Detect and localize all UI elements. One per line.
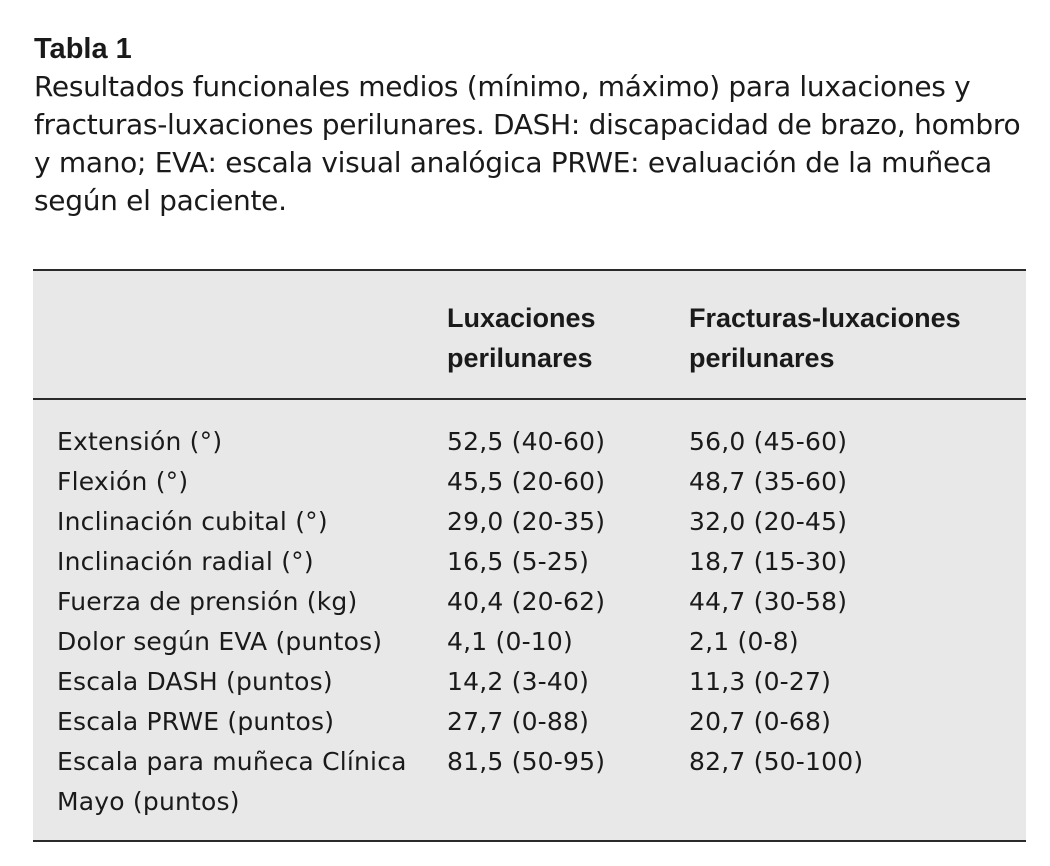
fracturas-value: 82,7 (50-100): [689, 747, 864, 776]
column-header-luxaciones: Luxaciones perilunares: [447, 303, 596, 373]
luxaciones-value: 4,1 (0-10): [447, 627, 573, 656]
luxaciones-value: 45,5 (20-60): [447, 467, 606, 496]
table-row: [33, 622, 1026, 662]
fracturas-value: 56,0 (45-60): [689, 427, 848, 456]
row-label: Extensión (°): [57, 427, 223, 456]
fracturas-value: 48,7 (35-60): [689, 467, 848, 496]
fracturas-value: 2,1 (0-8): [689, 627, 799, 656]
luxaciones-value: 81,5 (50-95): [447, 747, 606, 776]
results-table: [33, 269, 1026, 842]
luxaciones-value: 16,5 (5-25): [447, 547, 590, 576]
row-label: Flexión (°): [57, 467, 189, 496]
caption-text: Resultados funcionales medios (mínimo, máximo) para luxaciones y fracturas-luxaciones perilunares. DASH: discapacidad de brazo, hombro y mano; EVA: escala visual analógica PRWE: evaluación de la muñeca según el paciente.: [34, 70, 1021, 217]
row-label: Inclinación cubital (°): [57, 507, 328, 536]
row-label: Escala para muñeca Clínica Mayo (puntos): [57, 747, 407, 816]
luxaciones-value: 40,4 (20-62): [447, 587, 606, 616]
fracturas-value: 20,7 (0-68): [689, 707, 832, 736]
fracturas-value: 11,3 (0-27): [689, 667, 832, 696]
fracturas-value: 32,0 (20-45): [689, 507, 848, 536]
row-label: Fuerza de prensión (kg): [57, 587, 358, 616]
luxaciones-value: 14,2 (3-40): [447, 667, 590, 696]
table-row: [33, 662, 1026, 702]
table-row: [33, 742, 1026, 822]
fracturas-value: 18,7 (15-30): [689, 547, 848, 576]
luxaciones-value: 52,5 (40-60): [447, 427, 606, 456]
table-row: [33, 542, 1026, 582]
table-row: [33, 502, 1026, 542]
table-header-row: [33, 271, 1026, 400]
row-label: Dolor según EVA (puntos): [57, 627, 383, 656]
table-caption: [34, 30, 1024, 220]
row-label: Escala PRWE (puntos): [57, 707, 335, 736]
table-row: [33, 462, 1026, 502]
table-row: [33, 582, 1026, 622]
row-label: Inclinación radial (°): [57, 547, 314, 576]
table-body: [33, 422, 1026, 822]
luxaciones-value: 27,7 (0-88): [447, 707, 590, 736]
table-row: [33, 422, 1026, 462]
caption-label: Tabla 1: [34, 33, 132, 65]
luxaciones-value: 29,0 (20-35): [447, 507, 606, 536]
table-row: [33, 702, 1026, 742]
row-label: Escala DASH (puntos): [57, 667, 333, 696]
column-header-fracturas-luxaciones: Fracturas-luxaciones perilunares: [689, 303, 961, 373]
fracturas-value: 44,7 (30-58): [689, 587, 848, 616]
